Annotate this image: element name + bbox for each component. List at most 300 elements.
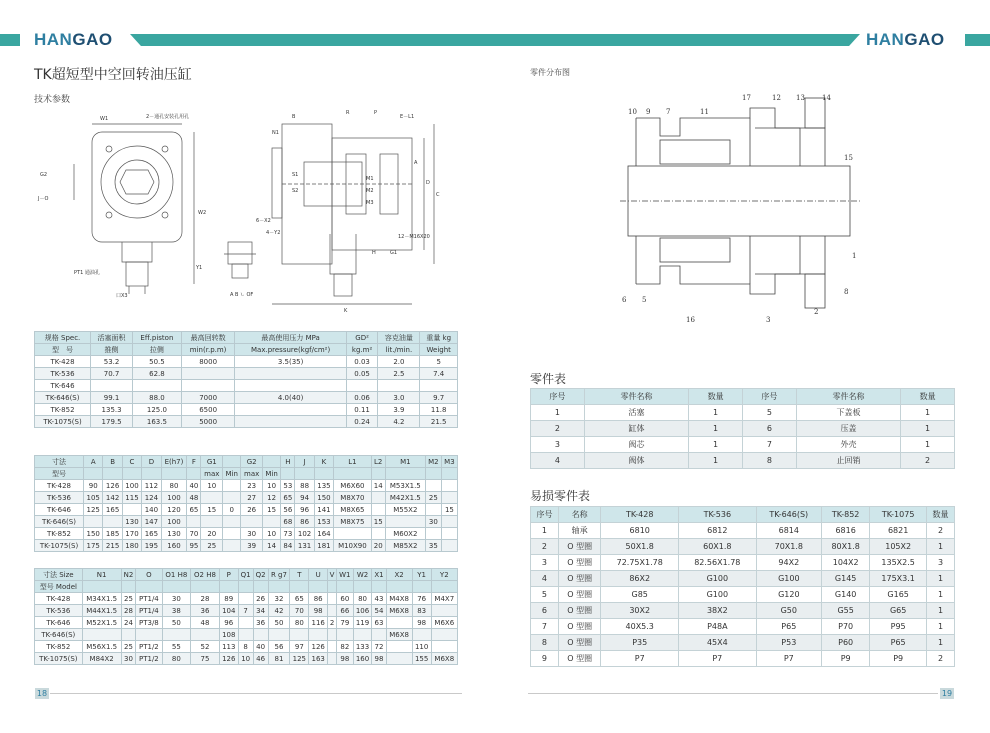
table-cell: 30: [425, 516, 441, 528]
table-header-cell: [425, 468, 441, 480]
table-header-cell: L1: [334, 456, 371, 468]
table-cell: TK-852: [35, 404, 91, 416]
table-cell: O 型圈: [558, 619, 600, 635]
brand-logo-right: HANGAO: [866, 30, 945, 49]
table-cell: 116: [309, 617, 328, 629]
table-cell: TK-1075(S): [35, 653, 83, 665]
table-cell: 9.7: [420, 392, 458, 404]
table-cell: 104: [219, 605, 238, 617]
table-cell: M84X2: [82, 653, 121, 665]
table-cell: [425, 504, 441, 516]
table-cell: 26: [253, 593, 268, 605]
dimension-row: [35, 492, 458, 504]
table-cell: [84, 516, 103, 528]
table-cell: TK-428: [35, 593, 83, 605]
table-header-cell: [431, 581, 457, 593]
svg-text:12－M16X20: 12－M16X20: [398, 234, 430, 240]
svg-text:13: 13: [796, 94, 805, 102]
table-cell: G100: [756, 571, 821, 587]
table-cell: G140: [822, 587, 870, 603]
table-cell: 1: [901, 421, 955, 437]
table-cell: 104X2: [822, 555, 870, 571]
dimension-row: [35, 653, 458, 665]
svg-text:10: 10: [628, 108, 637, 116]
table-cell: 5: [420, 356, 458, 368]
page-title: TK超短型中空回转油压缸: [34, 67, 192, 83]
table-header-cell: [219, 581, 238, 593]
table-cell: 14: [263, 540, 281, 552]
table-cell: TK-646(S): [35, 392, 91, 404]
dimension-row: [35, 516, 458, 528]
table-cell: [133, 380, 182, 392]
svg-text:9: 9: [646, 108, 651, 116]
table-cell: [431, 629, 457, 641]
table-cell: M6X60: [334, 480, 371, 492]
table-cell: 38: [162, 605, 191, 617]
table-cell: 7: [531, 619, 559, 635]
header-bar-left: [0, 34, 20, 46]
table-header-cell: [84, 468, 103, 480]
table-cell: [238, 593, 253, 605]
spec-sub-pressure: Max.pressure(kgf/cm²): [235, 344, 346, 356]
dimension-row: [35, 504, 458, 516]
table-cell: [385, 516, 425, 528]
table-cell: P53: [756, 635, 821, 651]
table-cell: 80: [290, 617, 309, 629]
table-cell: TK-536: [35, 605, 83, 617]
svg-text:14: 14: [822, 94, 831, 102]
table-cell: 7.4: [420, 368, 458, 380]
table-cell: 6821: [870, 523, 927, 539]
table-cell: [181, 380, 235, 392]
table-cell: [268, 629, 290, 641]
table-cell: [235, 416, 346, 428]
table-cell: 68: [281, 516, 295, 528]
table-header-cell: K: [314, 456, 333, 468]
table-cell: O 型圈: [558, 635, 600, 651]
table-cell: 20: [371, 540, 385, 552]
table-cell: M55X2: [385, 504, 425, 516]
table-cell: 62.8: [133, 368, 182, 380]
table-cell: M42X1.5: [385, 492, 425, 504]
table-cell: 8000: [181, 356, 235, 368]
table-cell: 15: [441, 504, 457, 516]
svg-text:P: P: [374, 110, 378, 116]
parts-row: [531, 437, 955, 453]
svg-text:E－L1: E－L1: [400, 114, 415, 120]
table-cell: [441, 492, 457, 504]
table-cell: 1: [689, 437, 743, 453]
table-cell: [162, 629, 191, 641]
table-cell: 14: [371, 480, 385, 492]
spec-sub-model: 型 号: [35, 344, 91, 356]
table-cell: 185: [103, 528, 122, 540]
table-cell: 1: [927, 571, 955, 587]
table-header-cell: U: [309, 569, 328, 581]
table-cell: P65: [756, 619, 821, 635]
table-header-cell: [223, 456, 241, 468]
table-cell: 5000: [181, 416, 235, 428]
table-cell: 130: [161, 528, 187, 540]
table-cell: [91, 380, 133, 392]
table-cell: 40: [187, 480, 201, 492]
table-cell: 65: [290, 593, 309, 605]
table-cell: 155: [412, 653, 431, 665]
table-cell: 97: [290, 641, 309, 653]
table-cell: PT1/2: [136, 653, 162, 665]
table-cell: 6810: [601, 523, 679, 539]
table-cell: [441, 516, 457, 528]
wear-col-tk646: TK-646(S): [756, 507, 821, 523]
table-cell: 轴承: [558, 523, 600, 539]
table-cell: 2: [901, 453, 955, 469]
table-header-cell: [353, 581, 372, 593]
table-cell: G145: [822, 571, 870, 587]
table-cell: 4.2: [378, 416, 420, 428]
table-cell: 15: [371, 516, 385, 528]
table-cell: 60: [337, 593, 354, 605]
table-cell: [121, 629, 136, 641]
table-cell: 36: [191, 605, 220, 617]
table-cell: 88.0: [133, 392, 182, 404]
table-header-cell: W1: [337, 569, 354, 581]
wear-part-row: [531, 651, 955, 667]
parts-distribution-drawing: [600, 88, 870, 328]
parts-col-qty-b: 数量: [901, 389, 955, 405]
table-cell: 30: [121, 653, 136, 665]
svg-text:S1: S1: [292, 172, 299, 178]
table-cell: 50: [162, 617, 191, 629]
svg-text:M3: M3: [366, 200, 374, 206]
spec-col-weight: 重量 kg: [420, 332, 458, 344]
table-header-cell: X1: [372, 569, 386, 581]
table-cell: TK-646: [35, 504, 84, 516]
header-bar-center: [130, 34, 860, 46]
table-cell: [309, 629, 328, 641]
table-cell: M6X8: [386, 629, 412, 641]
table-cell: [371, 504, 385, 516]
table-cell: 3.9: [378, 404, 420, 416]
table-cell: M85X2: [385, 540, 425, 552]
table-cell: [223, 540, 241, 552]
table-cell: 7: [238, 605, 253, 617]
table-cell: 15: [201, 504, 223, 516]
table-header-cell: [412, 581, 431, 593]
table-header-cell: [441, 468, 457, 480]
table-cell: 147: [142, 516, 161, 528]
table-cell: P7: [601, 651, 679, 667]
table-cell: 10: [201, 480, 223, 492]
table-header-cell: G1: [201, 456, 223, 468]
table-cell: 100: [161, 516, 187, 528]
table-cell: 105: [84, 492, 103, 504]
table-cell: 28: [191, 593, 220, 605]
table-cell: 7: [742, 437, 796, 453]
parts-table: [530, 388, 955, 469]
wear-part-row: [531, 635, 955, 651]
table-cell: 163: [309, 653, 328, 665]
table-cell: 175: [84, 540, 103, 552]
table-cell: [238, 629, 253, 641]
table-cell: TK-536: [35, 492, 84, 504]
table-cell: 56: [281, 504, 295, 516]
table-cell: 73: [281, 528, 295, 540]
table-cell: 0.03: [346, 356, 378, 368]
table-cell: 66: [337, 605, 354, 617]
table-header-cell: A: [84, 456, 103, 468]
table-cell: 95: [187, 540, 201, 552]
table-header-cell: [290, 581, 309, 593]
table-header-cell: [281, 468, 295, 480]
table-header-cell: N1: [82, 569, 121, 581]
table-cell: 1: [927, 587, 955, 603]
table-cell: 113: [219, 641, 238, 653]
table-cell: [201, 516, 223, 528]
table-cell: PT1/4: [136, 605, 162, 617]
table-cell: 160: [353, 653, 372, 665]
table-cell: 141: [314, 504, 333, 516]
table-cell: 80: [161, 480, 187, 492]
header-bar-right: [965, 34, 990, 46]
table-cell: P7: [756, 651, 821, 667]
spec-col-model: 规格 Spec.: [35, 332, 91, 344]
table-cell: TK-428: [35, 356, 91, 368]
page-number-left: 18: [36, 689, 48, 698]
spec-col-area-push: 活塞面积: [91, 332, 133, 344]
table-cell: 1: [531, 405, 585, 421]
table-cell: [372, 629, 386, 641]
table-cell: 215: [103, 540, 122, 552]
table-cell: [346, 380, 378, 392]
spec-col-pressure: 最高使用压力 MPa: [235, 332, 346, 344]
table-cell: 2: [531, 539, 559, 555]
table-header-row: [35, 456, 458, 468]
table-cell: 1: [927, 539, 955, 555]
table-cell: 3.0: [378, 392, 420, 404]
table-cell: M8X70: [334, 492, 371, 504]
table-cell: 38X2: [679, 603, 757, 619]
table-cell: 72.75X1.78: [601, 555, 679, 571]
table-cell: 1: [927, 619, 955, 635]
svg-text:D: D: [426, 180, 430, 186]
table-cell: 131: [295, 540, 314, 552]
svg-text:H: H: [372, 250, 376, 256]
spec-col-oil: 容克油量: [378, 332, 420, 344]
table-cell: 110: [412, 641, 431, 653]
spec-sub-weight: Weight: [420, 344, 458, 356]
spec-sub-speed: min(r.p.m): [181, 344, 235, 356]
table-cell: 86: [309, 593, 328, 605]
table-cell: 25: [201, 540, 223, 552]
table-cell: 99.1: [91, 392, 133, 404]
table-cell: M6X8: [386, 605, 412, 617]
wear-col-tk428: TK-428: [601, 507, 679, 523]
table-cell: 6814: [756, 523, 821, 539]
svg-text:W2: W2: [198, 210, 207, 216]
table-cell: 165: [103, 504, 122, 516]
table-cell: 46: [253, 653, 268, 665]
svg-text:W1: W1: [100, 116, 109, 122]
table-cell: 48: [187, 492, 201, 504]
table-cell: 102: [295, 528, 314, 540]
table-cell: 160: [161, 540, 187, 552]
table-cell: 5: [742, 405, 796, 421]
spec-row: [35, 416, 458, 428]
svg-text:8: 8: [844, 288, 849, 296]
table-cell: P65: [870, 635, 927, 651]
dimension-table-1: [34, 455, 458, 552]
table-cell: 6812: [679, 523, 757, 539]
spec-row: [35, 368, 458, 380]
table-header-cell: [238, 581, 253, 593]
table-cell: 70: [290, 605, 309, 617]
table-header-cell: Y1: [412, 569, 431, 581]
table-cell: 10: [263, 480, 281, 492]
parts-col-name-b: 零件名称: [796, 389, 900, 405]
table-cell: TK-1075(S): [35, 540, 84, 552]
table-cell: [238, 617, 253, 629]
table-header-cell: X2: [386, 569, 412, 581]
table-header-cell: max: [201, 468, 223, 480]
table-cell: [241, 516, 263, 528]
table-cell: [290, 629, 309, 641]
svg-text:2: 2: [814, 308, 819, 316]
table-cell: 98: [337, 653, 354, 665]
table-cell: 0: [223, 504, 241, 516]
table-cell: [378, 380, 420, 392]
table-header-cell: [103, 468, 122, 480]
table-header-cell: max: [241, 468, 263, 480]
table-cell: O 型圈: [558, 571, 600, 587]
table-cell: 1: [927, 603, 955, 619]
dimension-row: [35, 528, 458, 540]
table-cell: [223, 528, 241, 540]
table-cell: M4X7: [431, 593, 457, 605]
table-cell: 63: [372, 617, 386, 629]
table-cell: [235, 368, 346, 380]
wear-part-row: [531, 619, 955, 635]
table-cell: 150: [314, 492, 333, 504]
table-header-cell: [82, 581, 121, 593]
table-header-cell: [328, 581, 337, 593]
svg-text:12: 12: [772, 94, 781, 102]
table-cell: 96: [295, 504, 314, 516]
wear-col-no: 序号: [531, 507, 559, 523]
table-cell: 39: [241, 540, 263, 552]
spec-row: [35, 392, 458, 404]
table-cell: 82.56X1.78: [679, 555, 757, 571]
table-cell: 165: [142, 528, 161, 540]
table-cell: 15: [263, 504, 281, 516]
table-cell: 1: [901, 405, 955, 421]
svg-text:K: K: [344, 308, 348, 314]
table-header-cell: M3: [441, 456, 457, 468]
section-subtitle: 技术参数: [34, 95, 71, 105]
table-cell: TK-536: [35, 368, 91, 380]
table-cell: 6500: [181, 404, 235, 416]
svg-text:11: 11: [700, 108, 709, 116]
table-cell: 阀体: [584, 453, 688, 469]
table-cell: PT3/8: [136, 617, 162, 629]
table-cell: 6: [742, 421, 796, 437]
table-cell: 89: [219, 593, 238, 605]
table-header-cell: [372, 581, 386, 593]
table-cell: G55: [822, 603, 870, 619]
table-cell: P7: [679, 651, 757, 667]
table-header-cell: J: [295, 456, 314, 468]
table-cell: 150: [84, 528, 103, 540]
parts-col-no-a: 序号: [531, 389, 585, 405]
parts-row: [531, 405, 955, 421]
table-cell: O 型圈: [558, 603, 600, 619]
table-cell: 119: [353, 617, 372, 629]
table-cell: 缸体: [584, 421, 688, 437]
parts-col-qty-a: 数量: [689, 389, 743, 405]
table-cell: [431, 605, 457, 617]
table-cell: [103, 516, 122, 528]
dimension-table-2: [34, 568, 458, 665]
table-cell: [136, 629, 162, 641]
dimension-row: [35, 593, 458, 605]
table-cell: 86: [295, 516, 314, 528]
table-header-cell: D: [142, 456, 161, 468]
table-cell: 3: [927, 555, 955, 571]
table-cell: 126: [219, 653, 238, 665]
wear-part-row: [531, 571, 955, 587]
wear-parts-title: 易损零件表: [530, 489, 591, 503]
table-cell: 2: [531, 421, 585, 437]
svg-text:M1: M1: [366, 176, 374, 182]
table-cell: 32: [268, 593, 290, 605]
table-cell: 7000: [181, 392, 235, 404]
table-cell: 12: [263, 492, 281, 504]
table-cell: 105X2: [870, 539, 927, 555]
table-cell: [328, 653, 337, 665]
table-cell: 108: [219, 629, 238, 641]
parts-col-name-a: 零件名称: [584, 389, 688, 405]
wear-col-tk852: TK-852: [822, 507, 870, 523]
wear-col-name: 名称: [558, 507, 600, 523]
table-cell: 75: [191, 653, 220, 665]
table-header-cell: Q1: [238, 569, 253, 581]
table-cell: G120: [756, 587, 821, 603]
table-cell: 4: [531, 571, 559, 587]
table-cell: 135.3: [91, 404, 133, 416]
table-cell: 70: [187, 528, 201, 540]
table-cell: M6X8: [431, 653, 457, 665]
table-cell: 164: [314, 528, 333, 540]
svg-text:2－通孔安装孔用孔: 2－通孔安装孔用孔: [146, 114, 190, 120]
spec-col-area-pull: Eff.piston: [133, 332, 182, 344]
parts-row: [531, 421, 955, 437]
table-cell: 125.0: [133, 404, 182, 416]
table-cell: P48A: [679, 619, 757, 635]
svg-text:A: A: [414, 160, 418, 166]
dimension-row: [35, 641, 458, 653]
table-cell: 止回销: [796, 453, 900, 469]
table-cell: 120: [161, 504, 187, 516]
table-cell: G100: [679, 587, 757, 603]
table-cell: 40X5.3: [601, 619, 679, 635]
table-header-cell: [309, 581, 328, 593]
table-cell: 50: [268, 617, 290, 629]
table-header-cell: 型号 Model: [35, 581, 83, 593]
table-cell: 88: [295, 480, 314, 492]
table-cell: 35: [425, 540, 441, 552]
table-header-cell: O: [136, 569, 162, 581]
table-cell: 1: [927, 635, 955, 651]
table-cell: 25: [425, 492, 441, 504]
